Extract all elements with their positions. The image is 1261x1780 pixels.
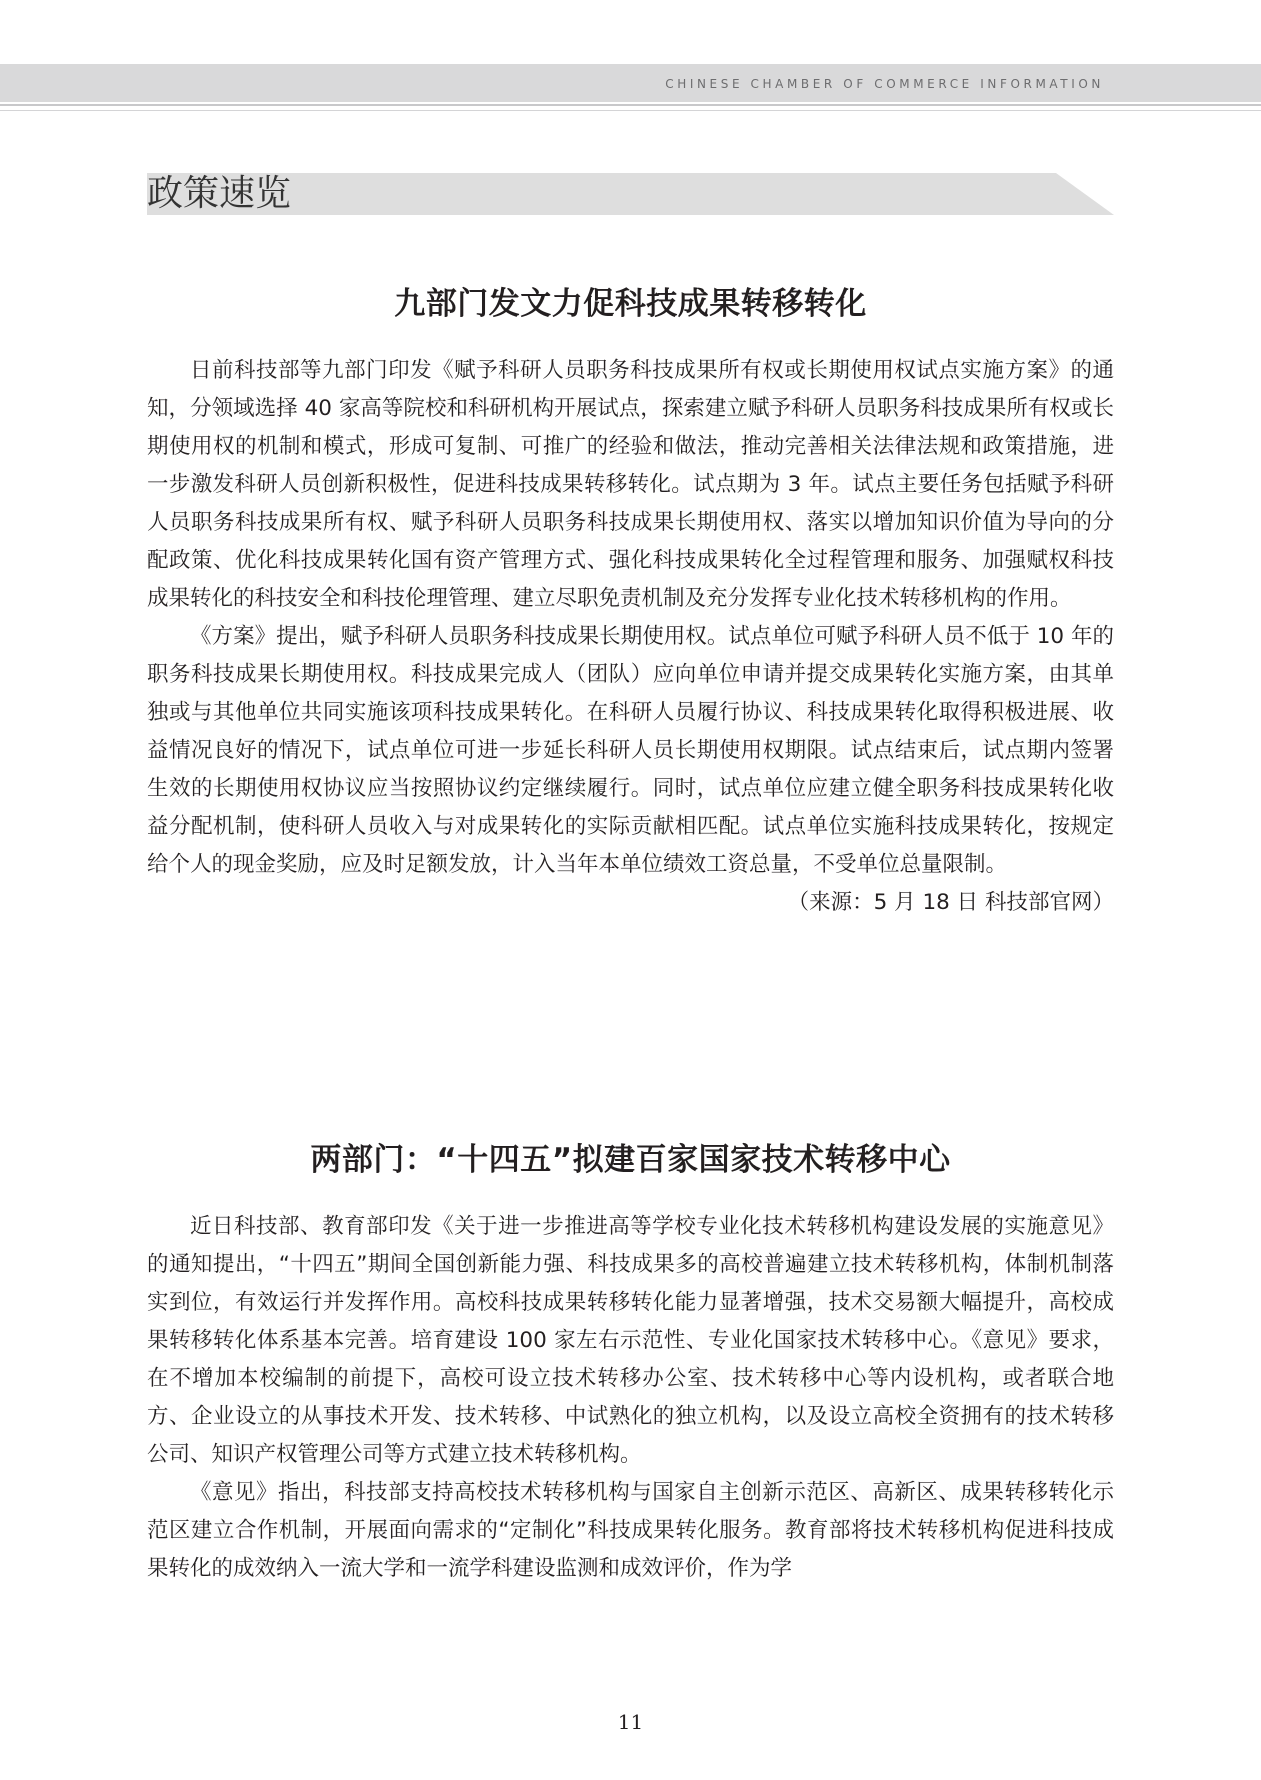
source-note: （来源：5 月 18 日 科技部官网）: [787, 890, 1114, 915]
article-title: 两部门：“十四五”拟建百家国家技术转移中心: [310, 1142, 951, 1178]
paragraph: 近日科技部、教育部印发《关于进一步推进高等学校专业化技术转移机构建设发展的实施意见》的通知提出，“十四五”期间全国创新能力强、科技成果多的高校普遍建立技术转移机构，体制机制落实到位，有效运行并发挥作用。高校科技成果转移转化能力显著增强，技术交易额大幅提升，高校成果转移转化体系基本完善。培育建设 100 家左右示范性、专业化国家技术转移中心。《意见》要求，在不增加本校编制的前提下，高校可设立技术转移办公室、技术转移中心等内设机构，或者联合地方、企业设立的从事技术开发、技术转移、中试熟化的独立机构，以及设立高校全资拥有的技术转移公司、知识产权管理公司等方式建立技术转移机构。: [147, 1214, 1114, 1467]
article-title: 九部门发文力促科技成果转移转化: [394, 286, 867, 322]
paragraph-text: 《方案》提出，赋予科研人员职务科技成果长期使用权。试点单位可赋予科研人员不低于 10 年的职务科技成果长期使用权。科技成果完成人（团队）应向单位申请并提交成果转化实施方案，由其单独或与其他单位共同实施该项科技成果转化。在科研人员履行协议、科技成果转化取得积极进展、收益情况良好的情况下，试点单位可进一步延长科研人员长期使用权期限。试点结束后，试点期内签署生效的长期使用权协议应当按照协议约定继续履行。同时，试点单位应建立健全职务科技成果转化收益分配机制，使科研人员收入与对成果转化的实际贡献相匹配。试点单位实施科技成果转化，按规定给个人的现金奖励，应及时足额发放，计入当年本单位绩效工资总量，不受单位总量限制。: [147, 624, 1114, 877]
paragraph: 《意见》指出，科技部支持高校技术转移机构与国家自主创新示范区、高新区、成果转移转化示范区建立合作机制，开展面向需求的“定制化”科技成果转化服务。教育部将技术转移机构促进科技成果转化的成效纳入一流大学和一流学科建设监测和成效评价，作为学: [147, 1480, 1114, 1581]
header-rule-thin: [0, 110, 1261, 111]
section-title-bar: [147, 173, 1114, 215]
paragraph: [147, 618, 1114, 915]
header-rule: [0, 104, 1261, 106]
section-title: 政策速览: [147, 173, 292, 214]
running-title: CHINESE CHAMBER OF COMMERCE INFORMATION: [665, 77, 1104, 91]
article-body: [147, 1208, 1114, 1588]
paragraph: 日前科技部等九部门印发《赋予科研人员职务科技成果所有权或长期使用权试点实施方案》的通知，分领域选择 40 家高等院校和科研机构开展试点，探索建立赋予科研人员职务科技成果所有权或长期使用权的机制和模式，形成可复制、可推广的经验和做法，推动完善相关法律法规和政策措施，进一步激发科研人员创新积极性，促进科技成果转移转化。试点期为 3 年。试点主要任务包括赋予科研人员职务科技成果所有权、赋予科研人员职务科技成果长期使用权、落实以增加知识价值为导向的分配政策、优化科技成果转化国有资产管理方式、强化科技成果转化全过程管理和服务、加强赋权科技成果转化的科技安全和科技伦理管理、建立尽职免责机制及充分发挥专业化技术转移机构的作用。: [147, 358, 1114, 611]
article-body: [147, 352, 1114, 922]
page-number: 11: [617, 1710, 644, 1734]
